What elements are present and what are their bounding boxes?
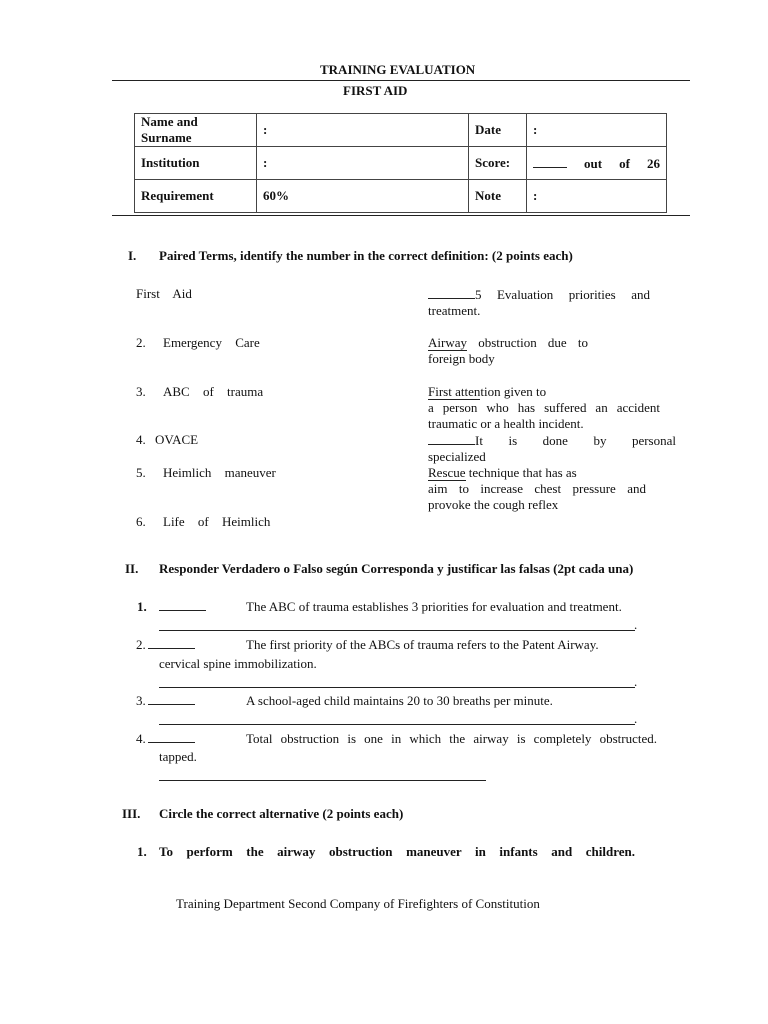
section1-heading: Paired Terms, identify the number in the correct definition: (2 points each) [159, 248, 573, 263]
list-item [428, 432, 676, 465]
item-number: 3. [136, 693, 146, 708]
institution-label: Institution [135, 147, 257, 180]
score-field[interactable] [527, 147, 667, 180]
section2-numeral: II. [125, 561, 139, 576]
term-number: 6. [136, 514, 146, 529]
note-label: Note [469, 180, 527, 213]
section2-heading: Responder Verdadero o Falso según Corresponda y justificar las falsas (2pt cada una) [159, 561, 634, 576]
definition-text: foreign body [428, 351, 495, 366]
list-item [136, 286, 192, 302]
term-text: Emergency Care [163, 335, 260, 350]
term-number: 3. [136, 384, 146, 399]
score-label: Score: [469, 147, 527, 180]
statement-continuation: cervical spine immobilization. [159, 656, 317, 671]
list-item [136, 465, 276, 481]
line-end: . [634, 711, 638, 726]
answer-blank[interactable] [428, 432, 475, 445]
term-text: First Aid [136, 286, 192, 301]
term-text: OVACE [155, 432, 199, 447]
item-number: 1. [137, 599, 147, 614]
title-rule [112, 80, 690, 81]
section1-numeral: I. [128, 248, 137, 263]
list-item [428, 384, 660, 432]
justification-line[interactable] [159, 687, 635, 688]
definition-text: obstruction due to [467, 335, 588, 350]
footer-text: Training Department Second Company of Firefighters of Constitution [176, 896, 540, 911]
question-text: To perform the airway obstruction maneuver in infants and children. [159, 844, 635, 859]
definition-text: tion given to [480, 384, 547, 399]
institution-field[interactable]: : [257, 147, 469, 180]
justification-line[interactable] [159, 630, 635, 631]
requirement-value: 60% [257, 180, 469, 213]
name-label: Name and Surname [135, 114, 257, 147]
list-item [428, 286, 650, 319]
section3-heading: Circle the correct alternative (2 points each) [159, 806, 404, 821]
question-number: 1. [137, 844, 147, 859]
info-table [134, 113, 667, 213]
score-out: out [584, 155, 603, 171]
date-label: Date [469, 114, 527, 147]
list-item [428, 465, 646, 513]
name-field[interactable]: : [257, 114, 469, 147]
term-number: 2. [136, 335, 146, 350]
score-total: 26 [647, 155, 660, 171]
statement-text: The ABC of trauma establishes 3 priorities for evaluation and treatment. [246, 599, 622, 614]
statement-text: Total obstruction is one in which the airway is completely obstructed. [246, 731, 657, 746]
definition-text: provoke the cough reflex [428, 497, 559, 512]
score-blank[interactable] [533, 155, 567, 168]
date-field[interactable]: : [527, 114, 667, 147]
definition-text: aim to increase chest pressure and [428, 481, 646, 496]
definition-text: specialized [428, 449, 486, 464]
score-of: of [619, 155, 630, 171]
document-subtitle: FIRST AID [343, 83, 408, 98]
statement-text: A school-aged child maintains 20 to 30 breaths per minute. [246, 693, 553, 708]
definition-text: It is done by personal [475, 433, 676, 448]
table-row [135, 147, 667, 180]
item-number: 2. [136, 637, 146, 652]
definition-text: treatment. [428, 303, 481, 318]
term-text: Life of Heimlich [163, 514, 271, 529]
note-field[interactable]: : [527, 180, 667, 213]
term-number: 4. [136, 432, 146, 447]
list-item [136, 335, 260, 351]
justification-line[interactable] [159, 780, 486, 781]
answer-blank[interactable]: Rescue [428, 465, 466, 480]
answer-blank[interactable] [428, 286, 475, 299]
definition-text: a person who has suffered an accident [428, 400, 660, 415]
justification-line[interactable] [159, 724, 635, 725]
answer-blank[interactable] [148, 692, 195, 705]
section3-numeral: III. [122, 806, 141, 821]
list-item [136, 432, 198, 448]
term-number: 5. [136, 465, 146, 480]
table-row [135, 180, 667, 213]
term-text: ABC of trauma [163, 384, 264, 399]
definition-text: traumatic or a health incident. [428, 416, 584, 431]
list-item [428, 335, 588, 367]
line-end: . [634, 617, 638, 632]
answer-blank[interactable] [159, 598, 206, 611]
document-title: TRAINING EVALUATION [320, 62, 476, 77]
list-item [136, 514, 270, 530]
answer-blank[interactable] [148, 636, 195, 649]
table-row [135, 114, 667, 147]
answer-blank[interactable] [148, 730, 195, 743]
answer-blank[interactable]: Airway [428, 335, 467, 350]
line-end: . [634, 674, 638, 689]
list-item [136, 384, 263, 400]
definition-text: technique that has as [465, 465, 577, 480]
statement-text: The first priority of the ABCs of trauma refers to the Patent Airway. [246, 637, 599, 652]
definition-text: 5 Evaluation priorities and [475, 287, 650, 302]
table-bottom-rule [112, 215, 690, 216]
statement-continuation: tapped. [159, 749, 197, 764]
term-text: Heimlich maneuver [163, 465, 276, 480]
answer-blank[interactable]: First atten [428, 384, 481, 399]
requirement-label: Requirement [135, 180, 257, 213]
item-number: 4. [136, 731, 146, 746]
